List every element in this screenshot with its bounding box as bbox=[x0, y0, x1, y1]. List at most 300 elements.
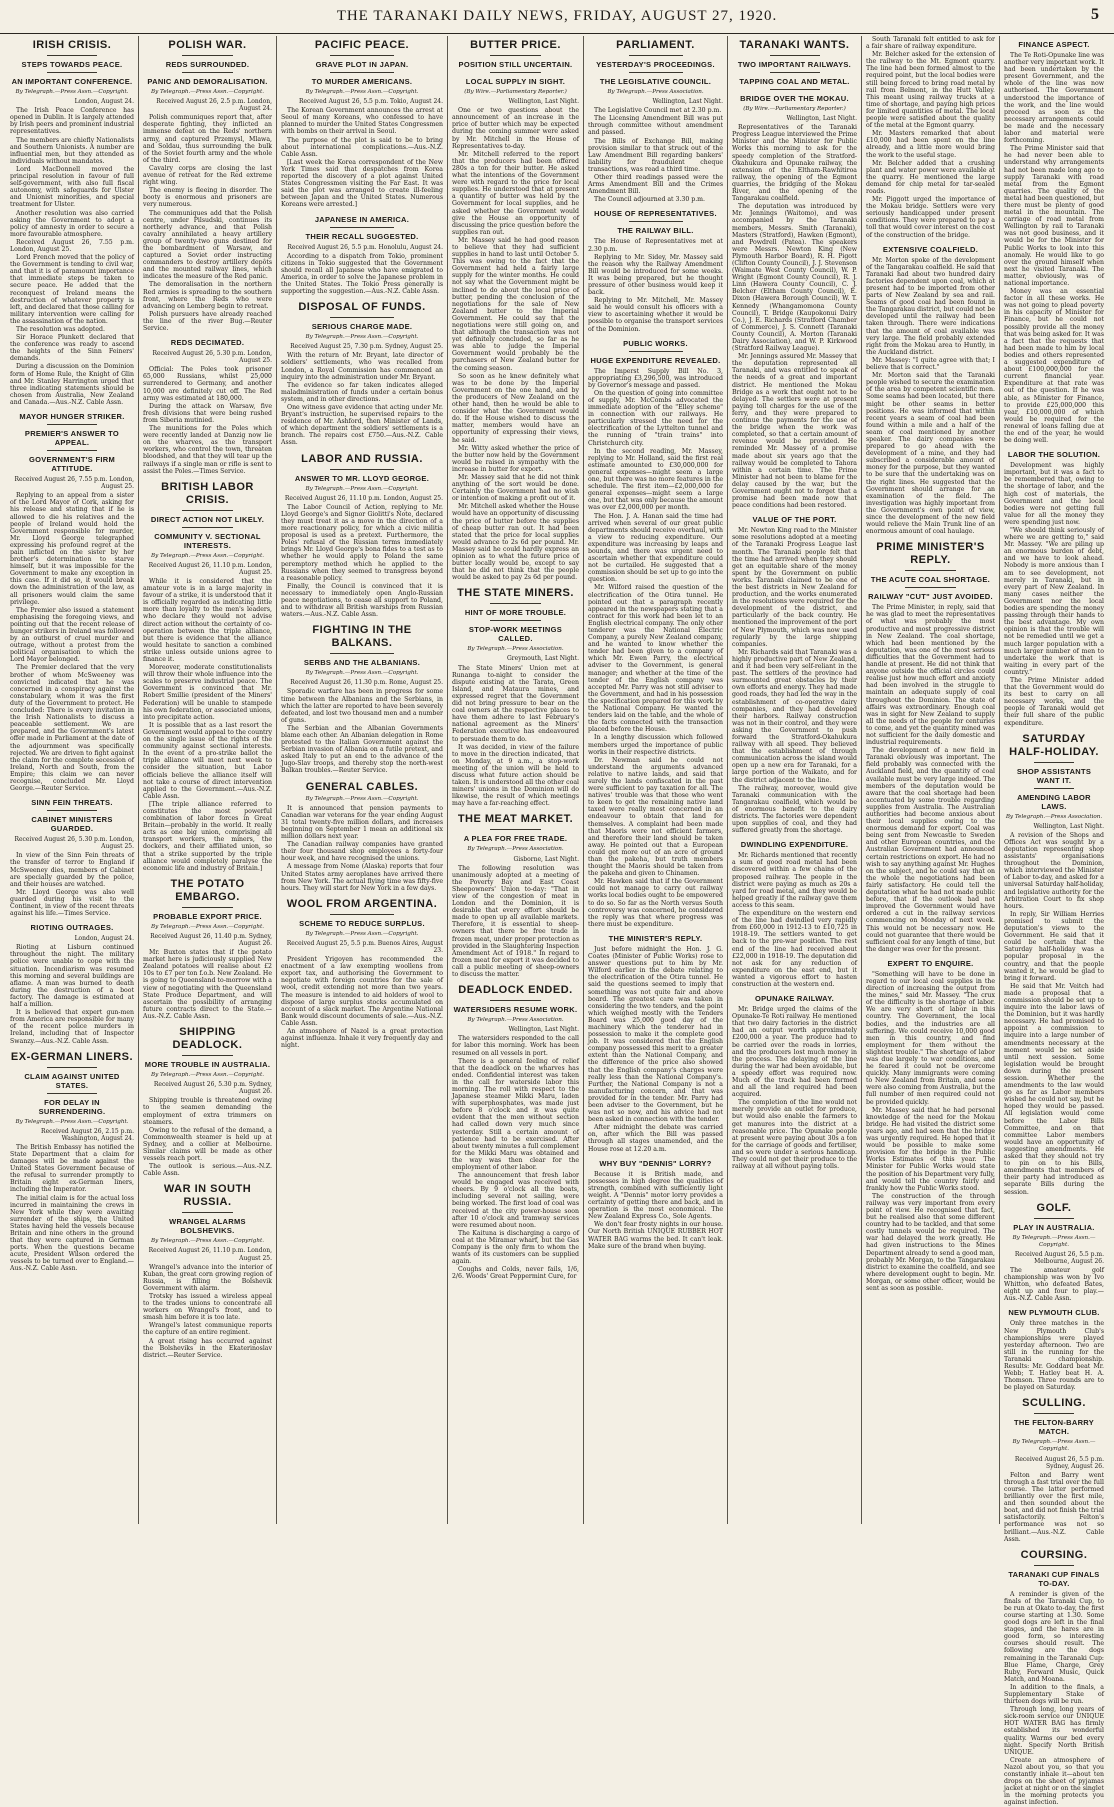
article-dateline: Received August 26, 5.5 p.m. Sydney, August 26. bbox=[1014, 1455, 1104, 1470]
article-byline: By Telegraph.—Press Assn.—Copyright. bbox=[305, 89, 419, 95]
column-6 bbox=[728, 36, 862, 1524]
article-subheading: A PLEA FOR FREE TRADE. bbox=[463, 834, 568, 844]
article bbox=[732, 39, 857, 509]
headline-rule bbox=[905, 587, 957, 588]
article-paragraph: Rioting at Lisburn continued throughout the night. The military police were unable to cope with the situation. Incendiarism was resumed this morning and several buildings are aflame. A man was burned to death during the destruction of a boot factory. The damage is estimated at half a million. bbox=[10, 944, 134, 1009]
article-paragraph: One or two questions about the announcement of an increase in the price of butter which may be expected during the coming summer were asked by Mr. Mitchell in the House of Representatives to-day. bbox=[452, 107, 579, 150]
article-paragraph: Received August 26, 7.55 p.m. London, August 25. bbox=[10, 238, 134, 253]
article-subheading: ANSWER TO MR. LLOYD GEORGE. bbox=[294, 473, 430, 483]
article-paragraph: Other third readings passed were the Arms Amendment Bill and the Crimes Amendment Bill. bbox=[588, 174, 723, 196]
article-headline: BUTTER PRICE. bbox=[470, 39, 561, 51]
article-headline: PACIFIC PEACE. bbox=[314, 39, 410, 51]
article-paragraph: The State Miners' Union met at Runanga to-night to consider the dispute existing at the Tarata, Green Island, and Mataura mines, and expressed regret that the Government did not bring pressure to bear on the coal owners at the respective places to have them adhere to last February's national agreement as the Miners' Federation executive has endeavoured to persuade them to do. bbox=[452, 664, 579, 743]
article-paragraph: The Premier also issued a statement emphasising the foregoing views, and pointing out that the recent release of hunger strikers in Ireland was followed by an outburst of cruel murder and outrage, without a protest from the political organisation to which the Lord Mayor belonged. bbox=[10, 606, 134, 664]
article-paragraph: We don't fear frosty nights in our house. Our North British UNIQUE RUBBER HOT WATER BAG warms the bed. It can't leak. Make sure of the brand when buying. bbox=[588, 1221, 723, 1250]
article-paragraph: Replying to Mr. Sidey, Mr. Massey said the reason why the Railway Amendment Bill would be introduced for some weeks. It was being prepared, but he thought pressure of other business would keep it back. bbox=[588, 253, 723, 297]
article-headline: SATURDAY HALF-HOLIDAY. bbox=[1009, 732, 1099, 758]
article-subheading: NEW PLYMOUTH CLUB. bbox=[1008, 1308, 1100, 1318]
article-paragraph: The purpose of the plot is said to be to bring about international complications.—Aus.-N.Z. Cable Assn. bbox=[281, 136, 443, 158]
article bbox=[10, 39, 134, 406]
article-subheading: SERBS AND THE ALBANIANS. bbox=[303, 658, 421, 668]
article-paragraph: The development of a new field in Taranaki obviously was important. The field probably was connected with the Auckland field, and the quantity of coal available must be very large indeed. The members of the deputation would be aware that the coal shortage had been accentuated by some trouble regarding supplies from Australia. The Australian authorities had become anxious about their local supplies owing to the enormous demand for export. Coal was being sent from Newcastle to Sweden and other European countries, and the Australian Government had announced certain restrictions on export. He had no wish to say anything against Mr. Hughes on the subject, and he could say that on the whole the negotiations had been fairly satisfactory. He could tell the deputation what he had not made public before, that if the outlook had not improved the Government would have ordered a cut in the railway services commencing on Monday of next week. This would not be necessary now. He could not guarantee that there would be sufficient coal for any length of time, but the danger was over for the present. bbox=[866, 747, 995, 953]
headline-rule bbox=[490, 55, 541, 56]
article-byline: By Telegraph.—Press Assn.—Copyright. bbox=[305, 930, 419, 937]
article-paragraph: Just before midnight the Hon. J. G. Coates (Minister of Public Works) rose to answer questions put to him by Mr. Wilford earlier in the debate relating to the electrification of the Otira tunnel. He said the questions seemed to imply that something was not quite fair and above board. The greatest care was taken in considering the two tenders, and the point which weighed mostly with the Tenders Board was 25,000 good day of the machinery which the tenderer had in possession to make it the complete good job. It was considered that the English company possessed this merit to a greater extent than the National Company, and the difference of the price also showed that the English company's charges were really less than the National Company's. Further, the National Company is not a manufacturing concern, and that was provided for in the tender. Mr. Parry had been adviser to the Government, but he was not so now, and his advice had not been asked in connection with the tender. bbox=[588, 945, 723, 1124]
column-2 bbox=[139, 36, 277, 1524]
article-paragraph: Mr. Massey said he had good reason to believe that they had sufficient supplies in hand to last until October 5. This was owing to the fact that the Government had held a fairly large supply for the winter months. He could not say what the Government might be inclined to do about the local price of butter, pending the conclusion of the negotiations for the sale of New Zealand butter to the Imperial Government. He could say that the negotiations were still going on, and that although the transaction was not yet definitely concluded, so far as he was able to judge the Imperial Government would probably be the purchasers of New Zealand butter for the coming season. bbox=[452, 236, 579, 372]
masthead-title: THE TARANAKI DAILY NEWS, FRIDAY, AUGUST 27, 1920. bbox=[336, 8, 778, 24]
article-paragraph: The Prime Minister, in reply, said that he was glad to meet the representatives of what was probably the most productive and most progressive district in New Zealand. The coal shortage, which had been mentioned by the deputation, was one of the most serious difficulties that the Government had to handle at present. He did not think that anyone outside the official circles could realise just how much effort and anxiety had been involved in the struggle to maintain an adequate supply of coal throughout the Dominion. The state of affairs was extraordinary. Enough coal was in sight for New Zealand to supply all the needs of the people for centuries to come, and yet the quantity mined was not sufficient for the daily domestic and industrial requirements. bbox=[866, 604, 995, 747]
article-byline: By Telegraph.—Press Assn.—Copyright. bbox=[1012, 1439, 1096, 1453]
page-number: 5 bbox=[1091, 6, 1100, 23]
article-dateline: Received August 26, 5.30 p.m. London, August 25. bbox=[14, 836, 134, 851]
headline-rule bbox=[1034, 1218, 1074, 1219]
column-7 bbox=[862, 36, 1000, 1524]
article bbox=[10, 1051, 134, 1273]
article-subheading: GOVERNMENT'S FIRM ATTITUDE. bbox=[28, 455, 116, 474]
headline-rule bbox=[490, 72, 541, 73]
headline-rule bbox=[47, 810, 97, 811]
article-subheading: THE FELTON-BARRY MATCH. bbox=[1013, 1418, 1095, 1437]
headline-rule bbox=[770, 89, 820, 90]
headline-rule bbox=[182, 55, 234, 56]
article-dateline: Received August 26, 5.30 p.m. London, August 25. bbox=[152, 350, 272, 365]
article-paragraph: While it is considered that the amateur vote is in a large majority in favour of a strike, it is understood that it is officially regarded as indicating little more than loyalty to the men's leaders, who declare they would not advise direct action without the certainty of co-operation between the triple alliance, but there is evidence that the alliance would hesitate to sanction a combined strike unless outside unions agree to finance it. bbox=[143, 577, 272, 663]
article-paragraph: During the attack on Warsaw, five fresh divisions that were being rushed from Siberia mutinied. bbox=[143, 402, 272, 424]
article-paragraph: Mr. Jennings assured Mr. Massey that the deputation represented all Taranaki, and was entitled to speak of the needs of a great and important district. He mentioned the Mokau Bridge as a work that ought not to be delayed. The settlers were at present paying toll charges for the use of the ferry, and they were prepared to continue the payments for the use of the bridge when the work was completed, so that a certain amount of revenue would be provided. He reminded Mr. Massey of a promise made about six years ago that the railway would be completed to Tahora within a certain time. The Prime Minister had not been to blame for the delay caused by the war, but the Government ought not to forget that a promise had been made now that peace conditions had been restored. bbox=[732, 353, 857, 510]
article-subheading: TWO IMPORTANT RAILWAYS. bbox=[737, 60, 852, 69]
article-subheading: FOR DELAY IN SURRENDERING. bbox=[38, 1097, 106, 1116]
article-paragraph: Mr. Bridge urged the claims of the Opunake-Te Roti railway. He mentioned that two dairy factories in the district had an output worth approximately £200,000 a year. The produce had to be carried over the roads in lorries, and the producers lost much money in the process. The delaying of the line during the war had been avoidable, but a speedy effort was required now. Much of the track had been formed and all the land required had been acquired. bbox=[732, 1006, 857, 1099]
article-subheading: EXPERT TO ENQUIRE. bbox=[887, 958, 974, 968]
article-byline: By Telegraph.—Press Assn.—Copyright. bbox=[151, 923, 264, 930]
article bbox=[281, 453, 443, 619]
article-paragraph: The announcement that fresh labor would be engaged was received with cheers. By 9 o'clock all the boats, including several not sailing, were being worked. The first load of coal was received at the city power-house soon after 10 o'clock and tramway services were resumed about noon. bbox=[452, 1172, 579, 1229]
article-byline: By Telegraph.—Press Association. bbox=[467, 646, 564, 653]
article bbox=[866, 541, 995, 953]
article-subheading: SINN FEIN THREATS. bbox=[31, 798, 113, 808]
article bbox=[732, 515, 857, 834]
article-subheading: REDS DECIMATED. bbox=[170, 338, 245, 348]
article bbox=[10, 412, 134, 792]
article-paragraph: The British Embassy has notified the State Department that a claim for damages will be made against the United States Government because of the refusal to surrender promptly to Britain eight ex-German liners, including the Imperator. bbox=[10, 1143, 134, 1194]
article-paragraph: The Labor Council of Action, replying to Mr. Lloyd George's and Signor Giolitti's Note, declared they must treat it as a move in the direction of a more reactionary policy, for which a civic militia proposal is used as a pretext. Furthermore, the Poles' refusal of the Russian terms immediately brings Mr. Lloyd George's bona fides to a test as to whether he would apply to Poland the same peremptory method which he applied to the Russians when they seemed to transgress beyond a reasonable policy. bbox=[281, 503, 443, 582]
article-paragraph: Shipping trouble is threatened owing to the seamen demanding the employment of extra trimmers on steamers. bbox=[143, 1097, 272, 1126]
article-paragraph: The initial claim is for the actual loss incurred in maintaining the crews in New York while they were awaiting surrender of the ships, the United States having held the vessels because Britain and nine others in the ground that they were captured in German ports. When the questions became acute, President Wilson ordered the vessels to be turned over to England.—Aus.-N.Z. Cable Assn. bbox=[10, 1194, 134, 1273]
article-headline: GENERAL CABLES. bbox=[305, 780, 419, 793]
article-paragraph: So soon as he knew definitely what was to be done by the Imperial Government on the one hand, and by the producers of New Zealand on the other hand, then he would be able to consider what the Government would do. If the House wished to discuss the matter, members would have an opportunity of expressing their views, he said. bbox=[452, 372, 579, 444]
article-subheading: POSITION STILL UNCERTAIN. bbox=[458, 60, 573, 69]
article bbox=[1004, 1397, 1104, 1542]
article-paragraph: The enemy is fleeing in disorder. The booty is enormous and prisoners are very numerous. bbox=[143, 187, 272, 209]
article-headline: BRITISH LABOR CRISIS. bbox=[161, 480, 254, 506]
article-subheading: RAILWAY "CUT" JUST AVOIDED. bbox=[868, 592, 993, 602]
article-paragraph: [Last week the Korea correspondent of the New York Times said that despatches from Korea reported the discovery of a plot against United States Congressmen visiting the Far East. It was said the plot was arranged to create ill-feeling between Japan and the United States. Numerous Koreans were arrested.] bbox=[281, 158, 443, 209]
article-dateline: Received August 26, 11.10 p.m. London, August 25. bbox=[148, 1247, 272, 1262]
article-paragraph: The communiques add that the Polish centre, under Pilsudski, continues its northerly advance, and that Polish cavalry annihilated a heavy artillery group of twenty-two guns destined for the bombardment of Warsaw, and captured a Soviet order instructing commanders to destroy artillery depôts and the mounted railway lines, which indicates the measure of the Red panic. bbox=[143, 209, 272, 281]
headline-rule bbox=[182, 1055, 234, 1056]
article-paragraph: Mr. Belcher asked for the extension of the railway to the Mt. Egmont quarry. The line had been formed almost to the required point, but the local bodies were still being forced to bring road metal by rail from Belmont, in the Hutt Valley. This meant using railway trucks at a time of shortage, and paying high prices for limited quantities of metal. The local people were satisfied about the quality of the metal at the Egmont quarry. bbox=[866, 51, 995, 130]
article bbox=[1004, 1308, 1104, 1391]
article bbox=[281, 215, 443, 296]
headline-rule bbox=[330, 317, 395, 318]
article-subheading: LOCAL SUPPLY IN SIGHT. bbox=[465, 77, 566, 86]
masthead bbox=[0, 0, 1114, 34]
article bbox=[143, 39, 272, 332]
headline-rule bbox=[330, 469, 395, 470]
article-dateline: Received August 25, 5.5 p.m. Buenos Aires, August 23. bbox=[286, 939, 443, 954]
headline-rule bbox=[629, 55, 683, 56]
article-paragraph: It was decided, in view of the failure to move in the direction indicated, that on Monday, at 9 a.m., a stop-work meeting of the union will be held to discuss what future action should be taken. It is understood all the other coal miners' unions in the Dominion will do likewise, the result of which meetings may have a far-reaching effect. bbox=[452, 743, 579, 808]
article bbox=[281, 39, 443, 209]
article bbox=[143, 338, 272, 475]
article-byline: (By Wire.—Parliamentary Reporter.) bbox=[464, 89, 567, 95]
article-subheading: THE LEGISLATIVE COUNCIL. bbox=[599, 77, 712, 86]
headline-rule bbox=[330, 227, 395, 228]
article-subheading: LABOR THE SOLUTION. bbox=[1007, 450, 1101, 460]
article-headline: IRISH CRISIS. bbox=[32, 39, 112, 51]
article-paragraph: Mr. Mitchell referred to the report that the producers had been offered 280s a ton for their butter. He asked what the intentions of the Government were with regard to the price for local supplies. He understood that at present a quantity of butter was held by the Government for local supplies, and he asked whether the Government would give the House an opportunity of discussing the price question before the supplies ran out. bbox=[452, 150, 579, 236]
article-paragraph: The Te Roti-Opunake line was another very important work. It had been undertaken by the present Government, and the whole of the line was now authorised. The Government understood the importance of the work, and the line would proceed as soon as the necessary arrangements could be made and the necessary labor and material were forthcoming. bbox=[1004, 52, 1104, 145]
article-byline: By Telegraph.—Press Assn.—Copyright. bbox=[305, 670, 419, 677]
article-byline: By Telegraph.—Press Assn.—Copyright. bbox=[151, 1072, 264, 1079]
article-paragraph: He said that Mr. Veitch had made a proposal that a commission should be set up to inquire into the labor laws of the Dominion, but it was hardly necessary. He had promised to appoint a commission to inquire into a large number of amendments necessary at the moment would be set aside until next session. Some legislation would be brought down during the present session. Whether the amendments to the law would go as far as Labor members wished he could not say, but he hoped they would be passed. All legislation would come before the Labor Bills Committee, and on that committee Labor members would have an opportunity of suggesting amendments. He asked that they should not try to pin on to his Bills, amendments that members of their party had introduced as separate Bills during the session. bbox=[1004, 982, 1104, 1196]
article-subheading: PROBABLE EXPORT PRICE. bbox=[153, 911, 262, 921]
article bbox=[281, 781, 443, 892]
article-subheading: SCHEME TO REDUCE SURPLUS. bbox=[299, 918, 425, 928]
article-byline: By Telegraph.—Press Assn.—Copyright. bbox=[305, 485, 419, 492]
article-dateline: Wellington, Last Night. bbox=[508, 98, 579, 106]
headline-rule bbox=[770, 72, 820, 73]
article-paragraph: Mr. Lloyd George was also well guarded during his visit to the Continent, in view of the recent threats against his life.—Times Service. bbox=[10, 888, 135, 918]
article-dateline: Received August 26, 5.5 p.m. Tokio, August 24. bbox=[298, 98, 443, 106]
article bbox=[866, 36, 995, 239]
headline-rule bbox=[1034, 1565, 1074, 1566]
article-headline: FIGHTING IN THE BALKANS. bbox=[312, 624, 412, 650]
article bbox=[588, 209, 723, 332]
article-paragraph: With the return of Mr. Bryant, late director of soldiers' settlements, who was recalled from London, a Royal Commission has commenced an inquiry into the administration under Mr. Bryant. bbox=[281, 352, 443, 381]
article-paragraph: In addition to the finals, a Supplementary Stake of thirteen dogs will be run. bbox=[1004, 1683, 1104, 1706]
article-byline: By Telegraph.—Press Assn.—Copyright. bbox=[151, 89, 264, 95]
article-paragraph: The construction of the through railway was very important from every point of view. He recognised that fact, but he realised also that some different country had to be tackled, and that some costly tunnels would be required. The war had delayed the work greatly. He had given instructions to the Mines Department already to send a good man, probably Mr. Morgan, to the Tangarakau district to examine the coalfield, and see where development ought to begin. Mr. Morgan, or some other officer, would be sent as soon as possible. bbox=[866, 1192, 996, 1292]
article-paragraph: Wrangel's latest communique reports the capture of an entire regiment. bbox=[143, 1322, 272, 1337]
article-paragraph: The House of Representatives met at 2.30 p.m. bbox=[588, 238, 723, 253]
article-paragraph: It is believed that expert gun-men from America are responsible for many of the recent police murders in Ireland, including that of Inspector Swanzy.—Aus.-N.Z. Cable Assn. bbox=[10, 1009, 134, 1045]
article-paragraph: Lord French moved that the policy of the Government is tending to civil war, and that it is of paramount importance that immediate steps be taken to secure peace. He added that the reconquest of Ireland means the destruction of whatever property is left, and declared that those calling for military intervention were calling for the assassination of the nation. bbox=[10, 254, 134, 325]
article-paragraph: The following resolution was unanimously adopted at a meeting of the Poverty Bay and East Coast Sheepowners' Union to-day: "That in view of the congestion of meat in London and the Dominion, it is desirable that every effort should be made to open up all available markets. Therefore, it is essential to sheep-owners that there be free trade in frozen meat, under proper protection as provided in the Slaughtering Inspection Amendment Act of 1918." In regard to frozen meat for export it was decided to call a public meeting of sheep-owners to discuss the matter. bbox=[452, 864, 579, 979]
article-dateline: Wellington, Last Night. bbox=[652, 98, 723, 106]
headline-rule bbox=[47, 1093, 97, 1094]
article-paragraph: Another resolution was also carried asking the Government to adopt a policy of amnesty in order to secure a more favourable atmosphere. bbox=[10, 209, 134, 238]
headline-rule bbox=[182, 72, 234, 73]
article-headline: GOLF. bbox=[1036, 1201, 1072, 1214]
article-paragraph: Trotsky has issued a wireless appeal to the trades unions to concentrate all workers on Wrangel's front, and to smash him before it is too late. bbox=[143, 1293, 272, 1322]
article-dateline: Received August 26, 11.40 p.m. Sydney, August 26. bbox=[150, 932, 272, 947]
headline-rule bbox=[47, 424, 97, 425]
article bbox=[143, 878, 272, 1020]
article-paragraph: Mr. Belcher added that a crushing plant and water power were available at the quarry. He mentioned the large demand for chip metal for tar-sealed roads. bbox=[866, 159, 995, 195]
article-paragraph: Mr. Mitchell asked whether the House would have an opportunity of discussing the price of butter before the supplies of cheap butter ran out. It had been stated that the price for local supplies would advance to 2s 6d per pound. Mr. Massey said he could hardly express an opinion as to what the future price of butter locally would be, except to say that he did not think that the people would be asked to pay 2s 6d per pound. bbox=[452, 503, 579, 582]
headline-rule bbox=[1034, 1413, 1074, 1414]
headline-rule bbox=[182, 907, 234, 908]
article-dateline: Received August 26, 2.5 p.m. London, August 24. bbox=[156, 98, 272, 113]
article bbox=[866, 245, 995, 536]
article bbox=[1004, 40, 1104, 444]
article bbox=[10, 923, 134, 1044]
article-paragraph: Mr. Newton King read to the Minister some resolutions adopted at a meeting of the Taranaki Progress League last month. The Taranaki people felt that the time had arrived when they should get an equitable share of the money spent by the Government on public works. Taranaki claimed to be one of the best districts in New Zealand for production, and the works enumerated in the resolutions were required for the development of the district, and particularly of the back country. He mentioned the improvement of the port of New Plymouth, which was now used regularly by the large shipping companies. bbox=[732, 527, 857, 648]
article-subheading: TO MURDER AMERICANS. bbox=[311, 77, 413, 86]
article-byline: By Telegraph.—Press Assn.—Copyright. bbox=[15, 89, 129, 95]
headline-rule bbox=[490, 603, 541, 604]
article-paragraph: The watersiders responded to the call for labor this morning. Work has been resumed on all vessels in port. bbox=[452, 1035, 579, 1057]
article-paragraph: A reminder is given of the finals of the Taranaki Cup, to be run at Okato to-day, the first course starting at 1.30. Some good dogs are left in the final stages, and the hares are in good form, so interesting courses should result. The following are the dogs remaining in the Taranaki Cup: Blue Flame, Charge, Grey Ruby, Forward Music, Quick Match, and Moana. bbox=[1004, 1590, 1104, 1683]
article-byline: By Telegraph.—Press Assn.—Copyright. bbox=[305, 795, 419, 802]
article-paragraph: It is possible that as a last resort the Government would appeal to the country on the single issue of the rights of the community against sectional interests. In the event of a pro-strike ballot the triple alliance will meet next week to consider the situation, but Labor officials believe the alliance itself will not take a course of direct intervention applied to the Government.—Aus.-N.Z. Cable Assn. bbox=[143, 721, 272, 800]
article-paragraph: The Legislative Council met at 2.30 p.m. bbox=[594, 107, 722, 115]
article-paragraph: The amateur golf championship was won by Ivo Whitton, who defeated Bates, eight up and four to play.—Aus.-N.Z. Cable Assn. bbox=[1004, 1266, 1104, 1303]
article-paragraph: An atmosphere of Nazol is a great protection against influenza. Inhale it very frequently day and night. bbox=[281, 1028, 443, 1050]
article-paragraph: The Prime Minister said that he had never been able to understand why arrangements had not been made long ago to supply Taranaki with road metal from the Egmont quarries. The quality of the metal had been questioned, but there must be plenty of good metal in the mountain. The carriage of road metal from Wellington by rail to Taranaki was not good business, and it would be for the Minister for Public Works to look into this anomaly. He would like to go over the ground himself when next he visited Taranaki. The matter, obviously, was of national importance. bbox=[1004, 145, 1104, 287]
article-headline: PRIME MINISTER'S REPLY. bbox=[876, 541, 985, 567]
article-paragraph: Replying to Mr. Mitchell, Mr. Massey said he would consult his officers with a view to ascertaining whether it would be possible to organise the transport services of the Dominion. bbox=[588, 297, 723, 333]
article-headline: DISPOSAL OF FUNDS. bbox=[298, 301, 426, 314]
headline-rule bbox=[490, 1000, 541, 1001]
article-paragraph: Mr. Buxton states that if the potato market here is judiciously supplied New Zealand potatoes will realise about £2 10s to £7 per ton f.o.b. New Zealand. He is going to Queensland to-morrow with a view of negotiating with the Queensland State Produce Department, and will ascertain the possibility of arranging future contracts direct to the State.—Aus.-N.Z. Cable Assn. bbox=[143, 949, 272, 1020]
article-headline: COURSING. bbox=[1020, 1548, 1088, 1561]
headline-rule bbox=[182, 510, 234, 511]
article-paragraph: "Something will have to be done in regard to our local coal supplies in the direction of increasing the output from the mines," said Mr. Massey. "The crux of the difficulty is the shortage of labor. We are very short of labor in this country. The Government, the local bodies, and the industries are all suffering. We could receive 10,000 good men in this country, and find employment for them without the slightest trouble." The shortage of labor was due largely to war conditions, and he feared it could not be overcome quickly. Many immigrants were coming to New Zealand from Britain, and some were also coming from Australia, but the full number of men required could not be provided quickly. bbox=[866, 970, 995, 1106]
article-paragraph: Sporadic warfare has been in progress for some time between the Albanians and the Serbians, in which the latter are reported to have been severely defeated, and lost two thousand men and a number of guns. bbox=[281, 688, 443, 724]
article-paragraph: After midnight the debate was carried on, after which the Bill was passed through all stages unamended, and the House rose at 12.20 a.m. bbox=[588, 1124, 723, 1153]
article-paragraph: "We should think seriously of where we are getting to," said Mr. Massey. "We are piling up an enormous burden of debt, and we have to look ahead. Nobody is more anxious than I am to see development, not merely in Taranaki, but in every part of New Zealand. In many cases neither the Government nor the local bodies are spending the money passing through their hands to the best advantage. My own opinion is that the trouble will not be remedied until we get a much larger population with a much larger number of men to undertake the work that is waiting in every part of the country." bbox=[1004, 527, 1104, 676]
article-dateline: Received August 25, 7.30 p.m. Sydney, August 25. bbox=[290, 343, 443, 351]
article-byline: By Telegraph.—Press Association. bbox=[607, 89, 704, 95]
headline-rule bbox=[629, 72, 683, 73]
article bbox=[866, 959, 995, 1292]
article-paragraph: In view of the Sinn Fein threats of the transfer of terror to England if McSweeney dies, members of Cabinet are specially guarded by the police, and their houses are watched. bbox=[10, 852, 134, 888]
article-dateline: Received August 26, 11.10 p.m. London, August 25. bbox=[284, 494, 443, 502]
article-subheading: EXTENSIVE COALFIELD. bbox=[882, 244, 979, 254]
article-subheading: THE ACUTE COAL SHORTAGE. bbox=[870, 575, 991, 585]
article-headline: EX-GERMAN LINERS. bbox=[10, 1050, 134, 1063]
article-paragraph: The evidence so far taken indicates alleged maladministration of funds under a certain bonus system, and in other directions. bbox=[281, 381, 443, 403]
article-paragraph: A great rising has occurred against the Bolsheviks in the Ekaterinoslav district.—Reuter Service. bbox=[143, 1337, 272, 1359]
article-paragraph: Because it is British made, and possesses in high degree the qualities of strength, combined with sufficiently light weight. A "Dennis" motor lorry provides a certainty of getting there and back, and in operation is the most economical. The New Zealand Express Co., Sole Agents. bbox=[588, 1170, 723, 1221]
article-paragraph: A revision of the Shops and Offices Act was sought by a deputation representing shop assistants' organisations throughout the Dominion, which interviewed the Minister of Labor to-day, and asked for a universal Saturday half-holiday, and legislative authority for the Arbitration Court to fix shop hours. bbox=[1004, 831, 1104, 910]
article-paragraph: Mr. Massey said that he did not think anything of the sort would be done. Certainly the Government had no wish or intention of making a profit out of it. bbox=[452, 473, 579, 503]
article-byline: By Telegraph.—Press Association. bbox=[467, 846, 564, 853]
article-paragraph: [The triple alliance referred to constitutes the most powerful combination of labor forces in Great Britain—probably in the world. It really acts as one big union, comprising all transport workers, the miners, the dockers, and their affiliated union, so that a strike supported by the triple alliance would completely paralyse the economic life and industry of Britain.] bbox=[143, 800, 272, 872]
article-headline: SCULLING. bbox=[1022, 1397, 1086, 1410]
headline-rule bbox=[330, 55, 395, 56]
article-headline: POLISH WAR. bbox=[168, 39, 247, 51]
article-headline: WOOL FROM ARGENTINA. bbox=[286, 897, 438, 910]
headline-rule bbox=[1034, 788, 1074, 789]
article-paragraph: The deputation was introduced by Mr. Jennings (Waitomo), and was accompanied by the Taranaki members, Messrs. Smith (Taranaki), Masters (Stratford), Hawken (Egmont), and Powdrell (Patea). The speakers were Messrs. Newton King (New Plymouth Harbor Board), R. H. Pigott (Clifton County Council), J. J. Stevenson (Waimate West County Council), W. P. Wright (Egmont County Council), R. J. Linn (Hawera County Council), C. J. Belcher (Eltham County Council), E. Dixon (Hawera Borough Council), W. T. Kennedy (Whangamomona County Council), T. Bridge (Kaupokonui Dairy Co.), J. E. Richards (Stratford Chamber of Commerce), J. S. Connett (Taranaki County Council), A. Morton (Taranaki Dairy Association), and W. P. Kirkwood (Stratford Railway League). bbox=[732, 203, 857, 353]
article-subheading: MORE TROUBLE IN AUSTRALIA. bbox=[144, 1060, 271, 1070]
headline-rule bbox=[490, 829, 541, 830]
article-paragraph: Polish communiques report that, after desperate fighting, they inflicted an immense defeat on the Reds' northern army, and captured Przemysl, Mlawa, and Soldau, thus surrounding the bulk of the Soviet fourth army and the whole of the third. bbox=[143, 114, 272, 164]
article-subheading: MAYOR HUNGER STRIKER. bbox=[19, 412, 125, 422]
article-subheading: RIOTING OUTRAGES. bbox=[30, 923, 114, 933]
article-subheading: JAPANESE IN AMERICA. bbox=[314, 214, 410, 224]
article-paragraph: Felton and Barry went through a fast trial over the full course. The latter performed brilliantly over the first mile, and then sounded about the boat, and did not finish the trial satisfactorily. Felton's performance was not so brilliant.—Aus.-N.Z. Cable Assn. bbox=[1004, 1471, 1104, 1543]
article-paragraph: Cavalry corps are closing the last avenue of retreat for the Red extreme right wing. bbox=[143, 164, 272, 187]
article-paragraph: President Yrigoyen has recommended the enactment of a law exempting woollens from export tax, and authorising the Government to negotiate with foreign countries for the sale of wool, credit extending not more than two years. The measure is intended to aid holders of wool to dispose of large surplus stocks accumulated on account of a slack market. The Argentine National Bank would discount documents of sale.—Aus.-N.Z. Cable Assn. bbox=[281, 956, 443, 1027]
article-paragraph: The expenditure on the western end of the line had dwindled very rapidly from £60,000 in 1912-13 to £10,725 in 1918-19. The settlers wanted to get back to the pre-war position. The rest end of the line had received about £22,000 in 1918-19. The deputation did not ask for any reduction of expenditure on the east end, but it wanted a vigorous effort to hasten construction at the western end. bbox=[732, 910, 857, 988]
article-paragraph: The Canadian railway companies have granted their four thousand shop employees a forty-four hour week, and have recognised the unions. bbox=[281, 841, 443, 863]
article-paragraph: The Premier declared that the very brother of whom McSweeney was convicted indicated that he was concerned in a conspiracy against the constabulary, whom it was the first duty of the Government to protect. He concluded: There is every invitation in the Irish Nationalists to discuss a peaceable settlement. We are prepared, and the Government's latest offer made in Parliament at the date of the adjournment was specifically rejected. We are driven to fight against the claim for the complete secession of Ireland, North and South, from the Empire; this claim we can never recognise, concluded Mr. Lloyd George.—Reuter Service. bbox=[10, 664, 134, 793]
article-subheading: AMENDING LABOR LAWS. bbox=[1017, 792, 1091, 811]
headline-rule bbox=[770, 55, 820, 56]
article-paragraph: One witness gave evidence that acting under Mr. Bryant's instruction, he supervised repairs to the residence of Mr. Ashford, then Minister of Lands, of which department the soldiers' settlements is a branch. The repairs cost £750.—Aus.-N.Z. Cable Assn. bbox=[281, 404, 443, 447]
article-dateline: Wellington, Last Night. bbox=[786, 115, 857, 123]
headline-rule bbox=[629, 351, 683, 352]
article-subheading: DIRECT ACTION NOT LIKELY. bbox=[150, 514, 265, 524]
article-subheading: WRANGEL ALARMS BOLSHEVIKS. bbox=[169, 1217, 246, 1236]
article-paragraph: The completion of the line would not merely provide an outlet for produce, but would also enable the farmers to get manures into the district at a reasonable price. The Opunake people at present were paying about 30s a ton for the carriage of goods and fertiliser, and so were under a serious handicap. They could not get their produce to the railway at all without paying tolls. bbox=[732, 1099, 857, 1171]
article-subheading: AN IMPORTANT CONFERENCE. bbox=[11, 77, 133, 86]
newspaper-page bbox=[6, 36, 1108, 1807]
article-paragraph: Polish pursuers have already reached the line of the river Bug.—Reuter Service. bbox=[143, 310, 272, 332]
article-paragraph: The Irish Peace Conference has opened in Dublin. It is largely attended by Irish peers and prominent industrial representatives. bbox=[10, 107, 134, 136]
article bbox=[143, 1026, 272, 1177]
article-subheading: TAPPING COAL AND METAL. bbox=[739, 77, 850, 86]
article-paragraph: The members are chiefly Nationalists and Southern Unionists. A number are influential men, but they attended as individuals without mandates. bbox=[10, 136, 134, 165]
article-paragraph: During a discussion on the Dominion form of Home Rule, the Knight of Glin and Mr. Stanley Harrington urged that three indicating statements should be chosen from Australia, New Zealand and Canada.—Aus.-N.Z. Cable Assn. bbox=[10, 363, 134, 406]
article-headline: THE STATE MINERS. bbox=[457, 587, 574, 600]
article-paragraph: Owing to the refusal of the demand, a Commonwealth steamer is held up at Sydney, and a collier at Melbourne. Similar claims will be made as other vessels reach port. bbox=[143, 1126, 272, 1163]
article-paragraph: Coughs and Colds, never fails, 1/6, 2/6. Woods' Great Peppermint Cure, for bbox=[452, 1266, 579, 1281]
article-paragraph: Only three matches in the New Plymouth Club's championships were played yesterday afternoon. Two are still in the running for the Taranaki championship. Results: Mr. Goddard beat Mr. Webb; T. Hatley beat H. A. Thomson. Three rounds are to be played on Saturday. bbox=[1004, 1320, 1104, 1392]
headline-rule bbox=[1034, 762, 1074, 763]
headline-rule bbox=[47, 1067, 97, 1068]
article-paragraph: The outlook is serious.—Aus.-N.Z. Cable Assn. bbox=[143, 1163, 272, 1178]
article-subheading: PUBLIC WORKS. bbox=[623, 338, 688, 348]
article-headline: PARLIAMENT. bbox=[616, 39, 695, 51]
article-dateline: Received August 26, 11.10 p.m. London, August 25. bbox=[148, 561, 272, 576]
article-subheading: WHY BUY "DENNIS" LORRY? bbox=[599, 1158, 712, 1168]
article-paragraph: The Kaituna is discharging a cargo of coal at the Miramar wharf, but the Gas Company is the only firm to whom the wants of its customers can be supplied again. bbox=[452, 1229, 579, 1266]
article-byline: By Telegraph.—Press Assn.—Copyright. bbox=[1012, 1234, 1096, 1248]
article-subheading: PREMIER'S ANSWER TO APPEAL. bbox=[24, 429, 120, 448]
article-subheading: PANIC AND DEMORALISATION. bbox=[147, 77, 268, 86]
article-paragraph: The Licensing Amendment Bill was put through committee without amendment and passed. bbox=[588, 115, 723, 137]
headline-rule bbox=[47, 55, 97, 56]
article-dateline: Gisborne, Last Night. bbox=[513, 855, 579, 863]
article-paragraph: Through long, long years of sick-room service our UNIQUE HOT WATER BAG has firmly established its wonderful quality. Warms our bed every night. Specify North British UNIQUE. bbox=[1004, 1706, 1104, 1756]
article-subheading: STEPS TOWARDS PEACE. bbox=[21, 60, 123, 69]
headline-rule bbox=[182, 527, 234, 528]
article bbox=[452, 39, 579, 581]
article-subheading: OPUNAKE RAILWAY. bbox=[754, 994, 835, 1004]
article-byline: By Telegraph.—Press Assn.—Copyright. bbox=[305, 334, 419, 341]
article-dateline: Wellington, Last Night. bbox=[1033, 822, 1104, 830]
article-paragraph: Sir Horace Plunkett declared that the conference was ready to ascend the heights of the Sinn Feiners' demands. bbox=[10, 334, 134, 363]
article-dateline: Received August 26, 2.15 p.m. Washington, August 24. bbox=[41, 1127, 134, 1142]
article-headline: THE MEAT MARKET. bbox=[457, 813, 574, 826]
article bbox=[732, 994, 857, 1170]
article bbox=[281, 624, 443, 774]
article-paragraph: Mr. Piggott urged the importance of the Mokau bridge. Settlers were very seriously handicapped under present conditions. They were prepared to pay a toll that would cover interest on the cost of the construction of the bridge. bbox=[866, 196, 995, 239]
article-paragraph: Mr. Morton said that the Taranaki people wished to secure the examination of the area by competent scientific men. Some seams had been located, but there might be other seams in better positions. He was informed that within recent years a seam of coal had been found within a mile and a half of the seam of coal mentioned by another speaker. The dairy companies were prepared to go ahead with the development of a mine, and they had subscribed a considerable amount of money for the purpose, but they wanted to be sure that the undertaking was on the right lines. He suggested that the Government should arrange for an examination of the field. The investigation was highly important from the Government's own point of view, since the development of the new field would relieve the Main Trunk line of an enormous amount of coal haulage. bbox=[866, 372, 995, 536]
article-paragraph: The demoralisation in the northern Red armies is spreading to the southern front, where the Reds who were advancing on Lemberg begin to retreat. bbox=[143, 281, 272, 310]
article bbox=[732, 840, 857, 988]
article bbox=[588, 934, 723, 1153]
article bbox=[588, 1159, 723, 1250]
article-dateline: Received August 26, 5.5 p.m. Honolulu, August 24. bbox=[287, 243, 443, 251]
article-byline: By Telegraph.—Press Assn.—Copyright. bbox=[151, 552, 264, 559]
headline-rule bbox=[490, 620, 541, 621]
article-paragraph: South Taranaki felt entitled to ask for a fair share of railway expenditure. bbox=[866, 36, 995, 51]
article-subheading: SERIOUS CHARGE MADE. bbox=[311, 322, 413, 332]
article-paragraph: Money was an essential factor in all these works. He was not going to plead poverty in his capacity of Minister for Finance, but he could not possibly provide all the money that was being asked for. It was a fact that the requests that had been made to him by local bodies and others represented a suggested expenditure of about £100,000,000 for the current financial year. Expenditure at that rate was out of the question. If he was able, as Minister for Finance, to provide £25,000,000 this year, £10,000,000 of which would be required for the renewal of loans falling due at the end of the year, he would be doing well. bbox=[1004, 288, 1104, 445]
column-5 bbox=[584, 36, 728, 1524]
article bbox=[1004, 733, 1104, 1196]
article-subheading: THE MINISTER'S REPLY. bbox=[608, 933, 703, 943]
article-paragraph: The Serbian and the Albanian Governments blame each other. An Albanian delegation in Rome protested to the Italian Government against the Serbian invasion of Albania on a futile pretext, and asked Italy to put an end to the advance of the Jugo-Slav troops, and thereby stop the north-west Balkan troubles.—Reuter Service. bbox=[281, 724, 443, 775]
article-paragraph: Mr. Richards mentioned that recently a sum of good road metal had been discovered within a few chains of the proposed railway. The people in the district were paying as much as 20s a yard for road metal, and they would be helped greatly if the railway gave them access to this seam. bbox=[732, 852, 857, 909]
article-headline: TARANAKI WANTS. bbox=[739, 39, 850, 51]
article-subheading: TARANAKI CUP FINALS TO-DAY. bbox=[1008, 1569, 1100, 1588]
article-paragraph: Representatives of the Taranaki Progress League interviewed the Prime Minister and the Minister for Public Works this morning to ask for the speedy completion of the Stratford-Okahukura and Opunake railway, the extension of the Eltham-Rawhitiroa railway, the opening of the Egmont quarries, the bridging of the Mokau River, and the opening of the Tangarakau coalfield. bbox=[732, 124, 857, 203]
article-paragraph: Wrangel's advance into the interior of Kuban, the great corn growing region of Russia, is filling the Bolshevik Government with alarm. bbox=[143, 1263, 272, 1292]
article-subheading: HUGE EXPENDITURE REVEALED. bbox=[590, 355, 721, 365]
article-paragraph: Mr. Hawken said that if the Government could not manage to carry out railway works local bodies ought to be empowered to do so. So far as the North versus South controversy was concerned, he considered the reply was that where progress was there must be expenditure. bbox=[588, 878, 723, 928]
headline-rule bbox=[629, 221, 683, 222]
article-subheading: THEIR RECALL SUGGESTED. bbox=[305, 231, 419, 241]
article-subheading: REDS SURROUNDED. bbox=[165, 60, 250, 69]
article-subheading: THE RAILWAY BILL. bbox=[617, 226, 694, 236]
headline-rule bbox=[47, 72, 97, 73]
article-dateline: Received August 26, 5.5 p.m. Melbourne, August 26. bbox=[1014, 1250, 1104, 1265]
article-headline: THE POTATO EMBARGO. bbox=[170, 877, 245, 903]
article-paragraph: Lord MacDonnell moved the principal resolution in favour of full self-government, with also full fiscal autonomy, with safeguards for Ulster and Unionist minorities, and special treatment for Ulster. bbox=[10, 165, 134, 209]
article-paragraph: Dr. Newman said he could not understand the arguments advanced relative to native lands, and said that surely the lands confiscated in the past were sufficient to pay taxation for all. The natives' trouble was that those who went to keen to get the remaining native land taxed were really most concerned in an endeavour to obtain that land for themselves. A complaint had been made that Maoris were not efficient farmers, and therefore their land should be taken away. He pointed out that a European could get more out of an acre of ground than the pakeha, but truth members thought the Maoris should be taken from the pakeha and given to Chinamen. bbox=[588, 756, 723, 878]
article-paragraph: The munitions for the Poles which were recently landed at Danzig now lie on the wharves, as the transport workers, who control the town, threaten bloodshed, and that they will tear up the railways if a single man or rifle is sent to assist the Poles.—Times Service. bbox=[143, 425, 272, 475]
article-paragraph: The resolution was adopted. bbox=[16, 326, 105, 333]
article bbox=[143, 1183, 272, 1359]
article-subheading: GRAVE PLOT IN JAPAN. bbox=[315, 60, 409, 69]
article-subheading: CLAIM AGAINST UNITED STATES. bbox=[24, 1071, 120, 1090]
article-paragraph: The Council adjourned at 3.30 p.m. bbox=[594, 196, 706, 204]
article-subheading: YESTERDAY'S PROCEEDINGS. bbox=[596, 60, 715, 69]
article-byline: By Telegraph.—Press Association. bbox=[467, 1017, 564, 1024]
headline-rule bbox=[905, 570, 957, 571]
article-headline: DEADLOCK ENDED. bbox=[458, 984, 573, 997]
article-subheading: FINANCE ASPECT. bbox=[1018, 40, 1090, 49]
article-byline: By Telegraph.—Press Assn.—Copyright. bbox=[15, 1118, 129, 1125]
article-subheading: CABINET MINISTERS GUARDED. bbox=[31, 815, 113, 834]
article-paragraph: Create an atmosphere of Nazol about you, so that you constantly inhale it—about ten drops on the sheet of pyjamas jacket at night or on the singlet in the morning protects you against infection. bbox=[1004, 1756, 1104, 1807]
column-3 bbox=[277, 36, 448, 1524]
headline-rule bbox=[330, 914, 395, 915]
article-paragraph: Moreover, moderate constitutionalists will throw their whole influence into the scales to preserve industrial peace. The Government is convinced that Mr. Robert Smillie (president of the Miners' Federation) will be unable to stampede his own federation, or associated unions, into precipitate action. bbox=[143, 664, 272, 721]
article-subheading: DWINDLING EXPENDITURE. bbox=[740, 840, 849, 850]
article bbox=[1004, 1549, 1104, 1807]
column-1 bbox=[6, 36, 139, 1524]
article-paragraph: There is a general feeling of relief that the deadlock on the wharves has ended. Confidential interest was taken in the call for waterside labor this morning. The roll with respect to the Japanese steamer Mikki Maru, laden with superphosphates, was made just before 8 o'clock and it was quite evident that the men without section had called down very much since yesterday. Still a certain amount of patience had to be exercised. After about twenty minutes a full complement for the Mikki Maru was obtained and the way was then clear for the employment of other labor. bbox=[452, 1057, 579, 1171]
article-paragraph: Mr. Richards said that Taranaki was a highly productive part of New Zealand, and it had been very self-reliant in the past. The settlers of the province had surmounted great obstacles by their own efforts and energy. They had made good roads, they had led the way in the establishment of co-operative dairy companies, and they had developed their harbors. Railway construction was not in their control, and they were asking the Government to push forward the Stratford-Okahukura railway with all speed. They believed that the establishment of through communication across the island would open up a new era for Taranaki, for a large portion of the Waikato, and for the district adjacent to the line. bbox=[732, 648, 857, 784]
column-4 bbox=[448, 36, 584, 1524]
article-subheading: PLAY IN AUSTRALIA. bbox=[1013, 1222, 1095, 1232]
article-subheading: WATERSIDERS RESUME WORK. bbox=[453, 1005, 578, 1015]
article-subheading: STOP-WORK MEETINGS CALLED. bbox=[468, 625, 563, 644]
article bbox=[10, 798, 134, 917]
article-dateline: Received August 26, 5.30 p.m. Sydney, August 26. bbox=[153, 1081, 272, 1096]
headline-rule bbox=[330, 72, 395, 73]
article bbox=[588, 39, 723, 203]
